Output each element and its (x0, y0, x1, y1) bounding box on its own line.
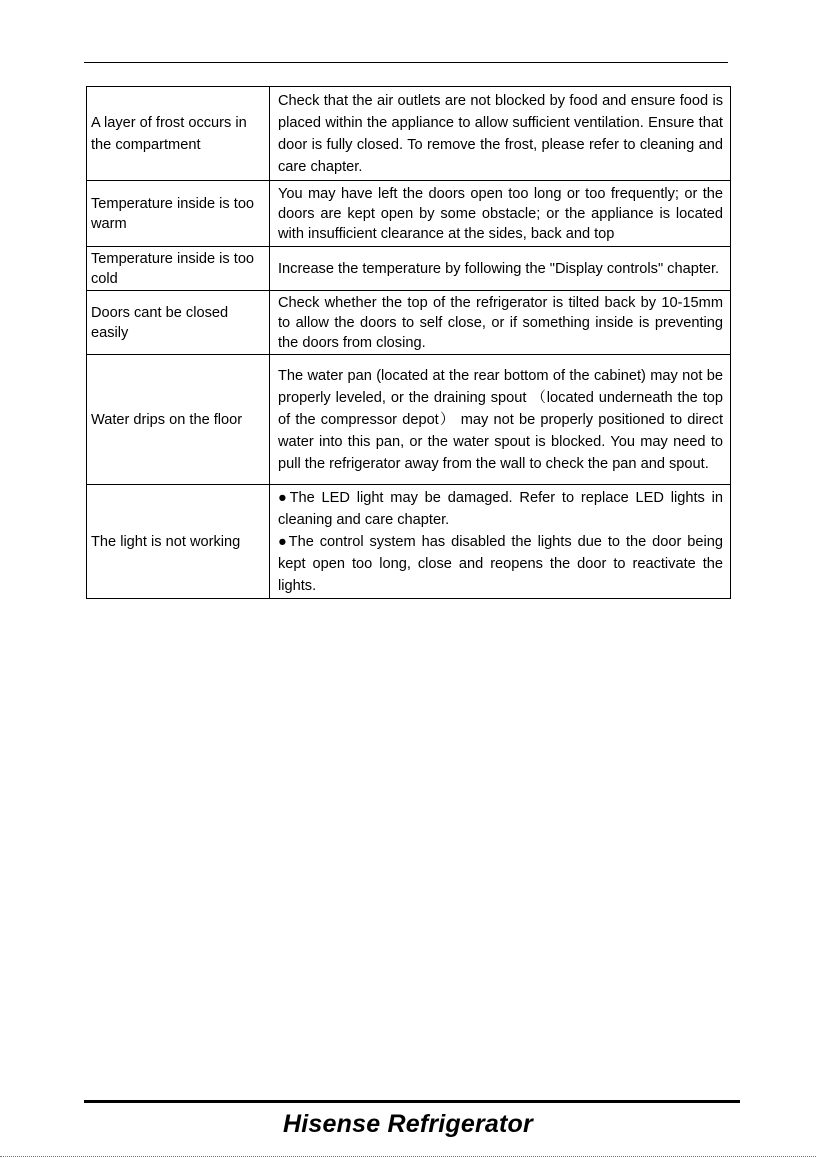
table-row (87, 247, 731, 291)
solution-cell (270, 291, 731, 355)
solution-text: Check whether the top of the refrigerator is tilted back by 10-15mm to allow the doors to self close, or if something inside is preventing the doors from closing. (278, 294, 723, 351)
problem-cell: Temperature inside is too cold (87, 247, 270, 291)
table-row (87, 181, 731, 247)
problem-cell: Water drips on the floor (87, 355, 270, 485)
solution-cell (270, 355, 731, 485)
solution-bullet: ●The LED light may be damaged. Refer to replace LED lights in cleaning and care chapter. (278, 489, 723, 528)
solution-cell (270, 485, 731, 599)
problem-cell: A layer of frost occurs in the compartment (87, 87, 270, 181)
table-row (87, 87, 731, 181)
table-row (87, 355, 731, 485)
troubleshooting-table (86, 86, 731, 599)
solution-text: Check that the air outlets are not blocked by food and ensure food is placed within the appliance to allow sufficient ventilation. Ensure that door is fully closed. To remove the frost, please refer to cleaning and care chapter. (278, 92, 723, 175)
footer-rule (84, 1100, 740, 1103)
footer-brand-logo: Hisense Refrigerator (283, 1110, 533, 1138)
table-row (87, 291, 731, 355)
solution-bullet: ●The control system has disabled the lights due to the door being kept open too long, close and reopens the door to reactivate the lights. (278, 533, 723, 594)
solution-cell (270, 181, 731, 247)
problem-cell: Doors cant be closed easily (87, 291, 270, 355)
solution-text: The water pan (located at the rear bottom of the cabinet) may not be properly leveled, or the draining spout （located underneath the top of the compressor depot） may not be properly positioned to direct water into this pan, or the water spout is blocked. You may need to pull the refrigerator away from the wall to check the pan and spout. (278, 367, 723, 472)
solution-text: Increase the temperature by following the "Display controls" chapter. (278, 260, 720, 277)
solution-cell (270, 247, 731, 291)
problem-cell: Temperature inside is too warm (87, 181, 270, 247)
header-rule (84, 62, 728, 63)
solution-text: You may have left the doors open too long or too frequently; or the doors are kept open by some obstacle; or the appliance is located with insufficient clearance at the sides, back and top (278, 185, 723, 242)
table-row (87, 485, 731, 599)
problem-cell: The light is not working (87, 485, 270, 599)
page-edge-line (0, 1156, 816, 1157)
solution-cell (270, 87, 731, 181)
